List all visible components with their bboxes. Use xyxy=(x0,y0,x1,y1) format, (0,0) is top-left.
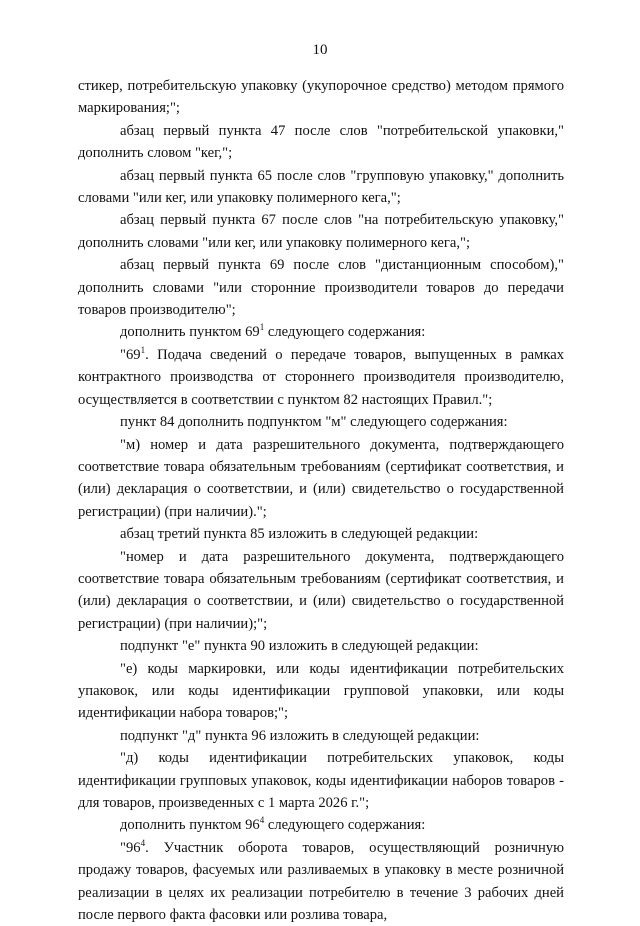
paragraph xyxy=(78,344,564,411)
paragraph: пункт 84 дополнить подпунктом "м" следующего содержания: xyxy=(120,414,508,431)
document-body xyxy=(78,75,564,926)
paragraph-text: следующего содержания: xyxy=(264,324,426,341)
paragraph xyxy=(78,837,564,926)
paragraph-text: следующего содержания: xyxy=(264,817,426,834)
paragraph xyxy=(78,814,564,836)
page-number: 10 xyxy=(312,42,328,58)
paragraph: "номер и дата разрешительного документа, подтверждающего соответствие товара обязательным требованиям (сертификат соответствия, и (или) декларация о соответствии, и (или) свидетельство о государственной регистрации) (при наличии);"; xyxy=(78,548,564,632)
superscript-index: 1 xyxy=(140,344,146,355)
paragraph: абзац первый пункта 69 после слов "дистанционным способом)," дополнить словами "или сторонние производители товаров до передачи товаров производителю"; xyxy=(78,257,564,319)
paragraph: абзац первый пункта 47 после слов "потребительской упаковки," дополнить словом "кег,"; xyxy=(78,122,564,162)
paragraph-text: . Подача сведений о передаче товаров, выпущенных в рамках контрактного производства от стороннего производителя производителю, осуществляется в соответствии с пунктом 82 настоящих Правил."; xyxy=(78,346,564,408)
superscript-index: 4 xyxy=(140,837,146,848)
paragraph xyxy=(78,321,564,343)
paragraph: абзац первый пункта 67 после слов "на потребительскую упаковку," дополнить словами "или кег, или упаковку полимерного кега,"; xyxy=(78,212,564,251)
paragraph: абзац первый пункта 65 после слов "групповую упаковку," дополнить словами "или кег, или упаковку полимерного кега,"; xyxy=(78,167,564,207)
paragraph-text: дополнить пунктом 69 xyxy=(120,324,260,341)
superscript-index: 4 xyxy=(259,815,265,826)
paragraph-text: "96 xyxy=(120,839,141,856)
superscript-index: 1 xyxy=(259,322,265,333)
paragraph: стикер, потребительскую упаковку (укупорочное средство) методом прямого маркирования;"; xyxy=(78,78,564,117)
paragraph-text: "69 xyxy=(120,346,141,363)
paragraph: подпункт "е" пункта 90 изложить в следующей редакции: xyxy=(120,638,479,655)
paragraph: "м) номер и дата разрешительного документа, подтверждающего соответствие товара обязательным требованиям (сертификат соответствия, и (или) декларация о соответствии, и (или) свидетельство о государственной регистрации) (при наличии)."; xyxy=(78,436,564,520)
paragraph: "е) коды маркировки, или коды идентификации потребительских упаковок, или коды идентификации групповой упаковки, или коды идентификации набора товаров;"; xyxy=(78,660,564,722)
paragraph: подпункт "д" пункта 96 изложить в следующей редакции: xyxy=(120,727,480,744)
paragraph: "д) коды идентификации потребительских упаковок, коды идентификации групповых упаковок, коды идентификации наборов товаров - для товаров, произведенных с 1 марта 2026 г."; xyxy=(78,750,564,811)
paragraph: абзац третий пункта 85 изложить в следующей редакции: xyxy=(120,526,479,543)
paragraph-text: дополнить пунктом 96 xyxy=(120,817,260,834)
paragraph-text: . Участник оборота товаров, осуществляющий розничную продажу товаров, фасуемых или разливаемых в упаковку в месте розничной реализации в целях их реализации потребителю в течение 3 рабочих дней после первого факта фасовки или розлива товара, xyxy=(78,839,564,924)
